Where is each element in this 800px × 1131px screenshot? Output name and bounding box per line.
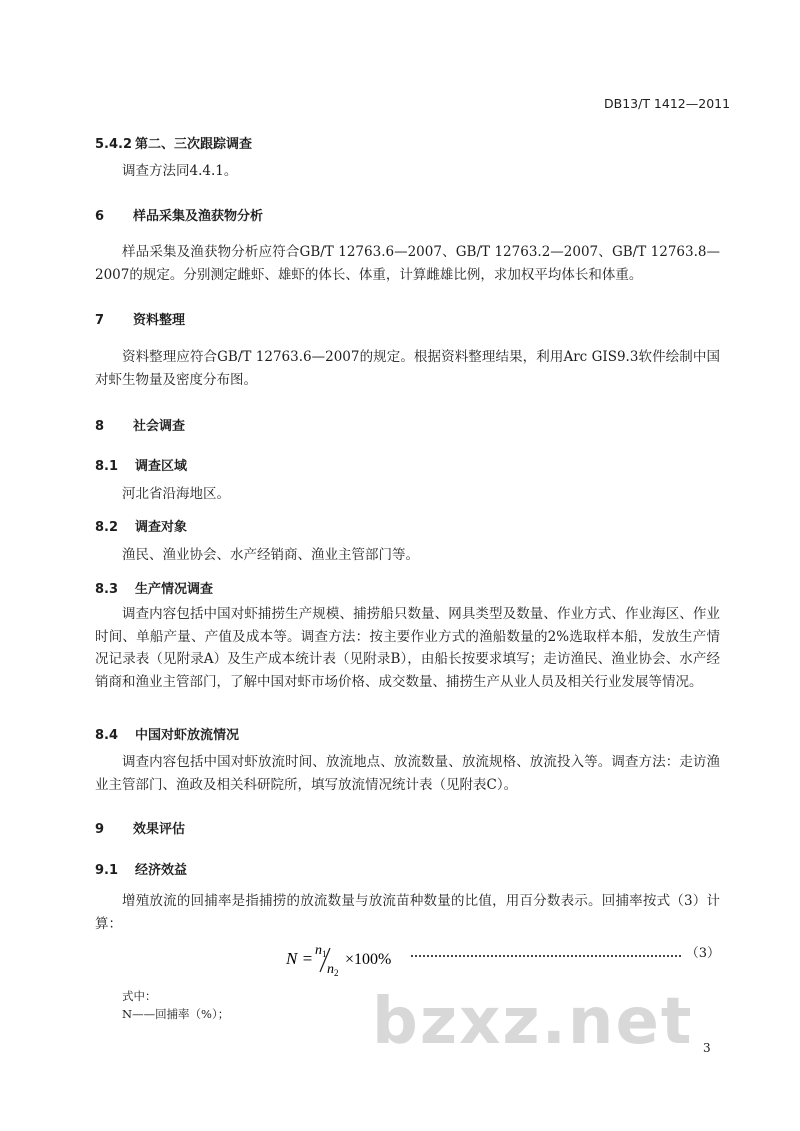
section-title: 调查区域 bbox=[135, 459, 188, 474]
equation-number: （3） bbox=[685, 946, 720, 961]
paragraph-7: 资料整理应符合GB/T 12763.6—2007的规定。根据资料整理结果，利用Arc GIS9.3软件绘制中国对虾生物量及密度分布图。 bbox=[95, 349, 720, 388]
page-number: 3 bbox=[703, 1041, 711, 1055]
section-number: 8.4 bbox=[95, 728, 119, 743]
section-title: 经济效益 bbox=[135, 863, 188, 878]
section-heading-8-3 bbox=[95, 578, 213, 597]
section-number: 5.4.2 bbox=[95, 137, 133, 152]
section-heading-6 bbox=[95, 205, 263, 224]
paragraph-8-4: 调查内容包括中国对虾放流时间、放流地点、放流数量、放流规格、放流投入等。调查方法：走访渔业主管部门、渔政及相关科研院所，填写放流情况统计表（见附表C）。 bbox=[95, 754, 720, 793]
section-title: 样品采集及渔获物分析 bbox=[133, 209, 264, 224]
paragraph-8-3: 调查内容包括中国对虾捕捞生产规模、捕捞船只数量、网具类型及数量、作业方式、作业海区、作业时间、单船产量、产值及成本等。调查方法：按主要作业方式的渔船数量的2%选取样本船，发放生产情况记录表（见附录A）及生产成本统计表（见附录B），由船长按要求填写；走访渔民、渔业协会、水产经销商和渔业主管部门，了解中国对虾市场价格、成交数量、捕捞生产从业人员及相关行业发展等情况。 bbox=[95, 606, 720, 690]
section-number: 9 bbox=[95, 822, 105, 837]
formula-svg bbox=[286, 940, 408, 980]
formula-expression bbox=[286, 940, 408, 985]
paragraph-9-1: 增殖放流的回捕率是指捕捞的放流数量与放流苗种数量的比值，用百分数表示。回捕率按式（3）计算： bbox=[95, 893, 720, 932]
formula-denominator-sub: 2 bbox=[334, 968, 339, 978]
section-heading-8 bbox=[95, 415, 185, 434]
section-title: 社会调查 bbox=[133, 419, 186, 434]
section-heading-5-4-2 bbox=[95, 133, 252, 152]
formula-lhs: N = bbox=[286, 949, 314, 968]
formula-numerator-sub: 1 bbox=[322, 949, 327, 959]
section-number: 8 bbox=[95, 419, 105, 434]
formula-denominator: n bbox=[327, 962, 334, 977]
watermark: bzxz.net bbox=[372, 985, 694, 1059]
section-number: 8.2 bbox=[95, 520, 119, 535]
section-number: 6 bbox=[95, 209, 105, 224]
section-number: 8.3 bbox=[95, 582, 119, 597]
section-title: 生产情况调查 bbox=[135, 582, 214, 597]
paragraph-6: 样品采集及渔获物分析应符合GB/T 12763.6—2007、GB/T 12763.2—2007、GB/T 12763.8—2007的规定。分别测定雌虾、雄虾的体长、体重，计算雌雄比例，求加权平均体长和体重。 bbox=[95, 244, 720, 283]
section-title: 效果评估 bbox=[133, 822, 186, 837]
formula-leader-dots bbox=[411, 952, 681, 957]
formula-numerator: n bbox=[315, 943, 322, 958]
formula-3 bbox=[286, 940, 720, 980]
section-title: 资料整理 bbox=[133, 313, 186, 328]
section-title: 调查对象 bbox=[135, 520, 188, 535]
section-title: 第二、三次跟踪调查 bbox=[135, 137, 253, 152]
paragraph-8-2: 渔民、渔业协会、水产经销商、渔业主管部门等。 bbox=[122, 547, 419, 563]
section-heading-7 bbox=[95, 309, 185, 328]
formula-rhs: ×100% bbox=[345, 951, 392, 968]
section-number: 8.1 bbox=[95, 459, 119, 474]
section-number: 7 bbox=[95, 313, 105, 328]
paragraph-5-4-2: 调查方法同4.4.1。 bbox=[122, 163, 238, 179]
section-number: 9.1 bbox=[95, 863, 119, 878]
section-heading-8-1 bbox=[95, 455, 187, 474]
document-code: DB13/T 1412—2011 bbox=[604, 96, 731, 111]
section-heading-9-1 bbox=[95, 859, 187, 878]
section-heading-8-4 bbox=[95, 724, 239, 743]
section-heading-9 bbox=[95, 818, 185, 837]
variable-definition-n: N——回捕率（%）； bbox=[122, 1007, 230, 1021]
where-label: 式中： bbox=[122, 989, 157, 1003]
section-title: 中国对虾放流情况 bbox=[135, 728, 240, 743]
paragraph-8-1: 河北省沿海地区。 bbox=[122, 486, 230, 502]
section-heading-8-2 bbox=[95, 516, 187, 535]
